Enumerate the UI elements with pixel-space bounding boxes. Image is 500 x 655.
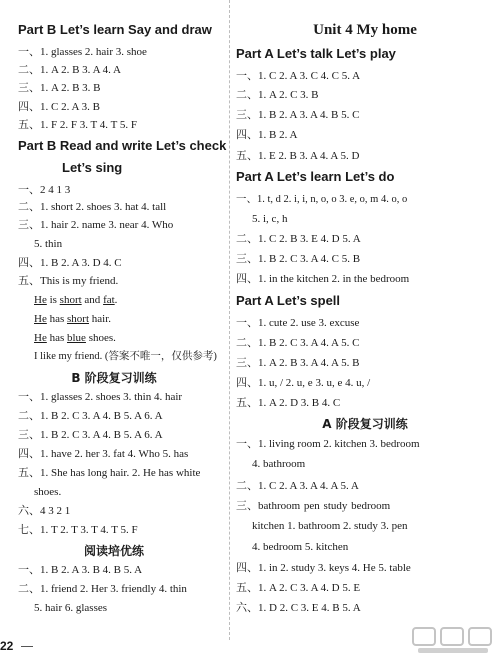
answer-line: 一、1. living room 2. kitchen 3. bedroom — [236, 438, 420, 450]
section-heading: Part B Read and write Let’s check — [18, 138, 227, 153]
answer-line: He has short hair. — [34, 313, 111, 325]
answer-line: 四、1. in 2. study 3. keys 4. He 5. table — [236, 562, 411, 574]
answer-line: 四、1. C 2. A 3. B — [18, 101, 100, 113]
answer-line: 五、This is my friend. — [18, 275, 119, 287]
answer-line: shoes. — [34, 486, 62, 498]
section-heading: Part A Let’s talk Let’s play — [236, 46, 396, 61]
answer-line: 二、1. A 2. B 3. A 4. A — [18, 64, 121, 76]
page-number-rule — [21, 646, 33, 647]
answer-line: 五、1. E 2. B 3. A 4. A 5. D — [236, 150, 360, 162]
answer-line: 四、1. B 2. A — [236, 129, 298, 141]
answer-line: 4. bathroom — [252, 458, 306, 470]
answer-line: 五、1. A 2. D 3. B 4. C — [236, 397, 341, 409]
page-number: 22 — [0, 639, 14, 653]
answer-line: 三、1. A 2. B 3. A 4. A 5. B — [236, 357, 360, 369]
answer-line: 三、1. B 2. A 3. A 4. B 5. C — [236, 109, 360, 121]
section-heading: Part B Let’s learn Say and draw — [18, 22, 212, 37]
answer-line: 5. i, c, h — [252, 213, 288, 225]
answer-line: 四、1. have 2. her 3. fat 4. Who 5. has — [18, 448, 189, 460]
answer-line: He has blue shoes. — [34, 332, 116, 344]
answer-line: 七、1. T 2. T 3. T 4. T 5. F — [18, 524, 138, 536]
answer-line: 一、1. C 2. A 3. C 4. C 5. A — [236, 70, 361, 82]
answer-line: 五、1. She has long hair. 2. He has white — [18, 467, 201, 479]
answer-line: 二、1. B 2. C 3. A 4. A 5. C — [236, 337, 360, 349]
answer-line: 一、1. cute 2. use 3. excuse — [236, 317, 360, 329]
column-divider — [229, 0, 230, 640]
answer-line: kitchen 1. bathroom 2. study 3. pen — [252, 520, 408, 532]
section-heading: Let’s sing — [62, 160, 123, 175]
answer-line: 4. bedroom 5. kitchen — [252, 541, 349, 553]
answer-line: 二、1. C 2. B 3. E 4. D 5. A — [236, 233, 361, 245]
answer-line: 5. thin — [34, 238, 63, 250]
section-heading: B 阶段复习训练 — [71, 371, 157, 385]
answer-line: 二、1. A 2. C 3. B — [236, 89, 319, 101]
watermark-logo — [410, 626, 500, 655]
answer-line: 二、1. C 2. A 3. A 4. A 5. A — [236, 480, 359, 492]
section-heading: Part A Let’s spell — [236, 293, 341, 308]
answer-line: 一、1. glasses 2. hair 3. shoe — [18, 46, 147, 58]
answer-line: 五、1. F 2. F 3. T 4. T 5. F — [18, 119, 137, 131]
answer-line: 六、1. D 2. C 3. E 4. B 5. A — [236, 602, 361, 614]
answer-line: 三、1. B 2. C 3. A 4. C 5. B — [236, 253, 361, 265]
answer-line: 四、1. u, / 2. u, e 3. u, e 4. u, / — [236, 377, 371, 389]
answer-line: 一、1. glasses 2. shoes 3. thin 4. hair — [18, 391, 183, 403]
answer-line: 三、1. hair 2. name 3. near 4. Who — [18, 219, 174, 231]
answer-line: 二、1. B 2. C 3. A 4. B 5. A 6. A — [18, 410, 163, 422]
answer-line: 一、1. B 2. A 3. B 4. B 5. A — [18, 564, 143, 576]
unit-title: Unit 4 My home — [313, 22, 417, 38]
answer-line: 三、1. A 2. B 3. B — [18, 82, 101, 94]
answer-line: 一、2 4 1 3 — [18, 184, 71, 196]
answer-line: 二、1. friend 2. Her 3. friendly 4. thin — [18, 583, 187, 595]
answer-line: 一、1. t, d 2. i, i, n, o, o 3. e, o, m 4. o, o — [236, 194, 408, 205]
answer-line: 三、1. B 2. C 3. A 4. B 5. A 6. A — [18, 429, 163, 441]
answer-line: 四、1. B 2. A 3. D 4. C — [18, 257, 122, 269]
answer-line: 五、1. A 2. C 3. A 4. D 5. E — [236, 582, 361, 594]
answer-line: He is short and fat. — [34, 294, 118, 306]
answer-line: 四、1. in the kitchen 2. in the bedroom — [236, 273, 410, 285]
section-heading: Part A Let’s learn Let’s do — [236, 169, 395, 184]
answer-line: 5. hair 6. glasses — [34, 602, 108, 614]
section-heading: A 阶段复习训练 — [322, 417, 408, 431]
answer-line: 三、bathroom pen study bedroom — [236, 500, 391, 512]
section-heading: 阅读培优练 — [83, 544, 144, 558]
answer-line: 二、1. short 2. shoes 3. hat 4. tall — [18, 201, 167, 213]
answer-line: 六、4 3 2 1 — [18, 505, 71, 517]
answer-line: I like my friend. (答案不唯一，仅供参考) — [34, 351, 217, 362]
